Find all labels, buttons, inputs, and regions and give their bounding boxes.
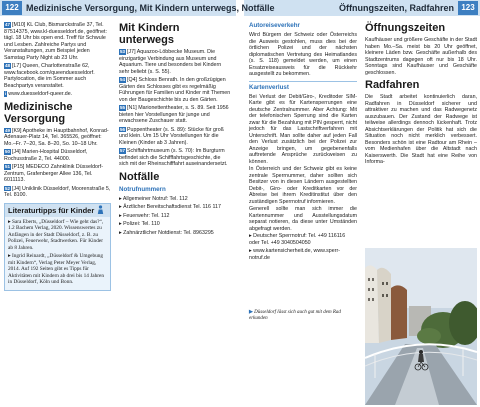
box-title: Literaturtipps für Kinder (5, 204, 110, 217)
list-item: 50 [J4] Marien-Hospital Düsseldorf, Rochusstraße 2, Tel. 44000. (4, 149, 88, 162)
list-item: i www.duesseldorf-queer.de. (5, 91, 73, 97)
column-1 (4, 22, 111, 291)
section-heading-opening-hours: Öffnungszeiten (365, 22, 446, 34)
list-item: 48 [L7] Queen, Charlottenstraße 62, www.facebook.com/queenduesseldorf. Partylocation, die im Sommer auch Beachpartys veranstaltet. (4, 63, 95, 89)
subheading-card-loss: Kartenverlust (249, 83, 289, 91)
divider (249, 81, 357, 82)
list-item: 56 Puppentheater (s. S. 89): Stücke für groß und klein. Um 15 Uhr Vorstellungen für die Kleinen (Kinder ab 3 Jahren). (119, 126, 224, 146)
column-2 (119, 22, 231, 238)
list-item: 49 [K9] Apotheke im Hauptbahnhof, Konrad-Adenauer-Platz 14, Tel. 365526, geöffnet: Mo.–Fr. 7–20, Sa. 8–20, So. 10–18 Uhr. (4, 127, 109, 147)
list-item: ▸ Ärztlicher Bereitschaftsdienst Tel. 116 117 (119, 204, 221, 210)
paragraph: Die Stadt arbeitet kontinuierlich daran, Radfahren in Düsseldorf sicherer und attraktiver zu machen und das Radwegenetz auszubauen. Der Zustand der Radwege ist teilweise allerdings dennoch lückenhaft. Trotz Absichtserklärungen der Politik hat sich die Situation noch nicht merklich verbessert. Besonders schön ist eine Radtour am Rhein – vom Medienhafen über die Altstadt nach Kaiserswerth. Die Stadt hat eine Reihe von Informa- (365, 94, 477, 165)
list-item: ▸ Feuerwehr: Tel. 112 (119, 212, 170, 219)
map-number-badge: 55 (120, 105, 126, 110)
box-content (5, 217, 110, 290)
map-number-badge: 51 (5, 164, 11, 169)
cyclist-bridge-photo (365, 248, 477, 405)
running-title-left: Medizinische Versorgung, Mit Kindern unterwegs, Notfälle (26, 3, 275, 13)
list-item: 53 [J7] Aquazoo-Löbbecke Museum. Die einzigartige Verbindung aus Museum und Aquarium. Tiere und besonders bei Kindern sehr beliebt (s. S. 55). (119, 49, 222, 75)
page-number-right: 123 (458, 1, 478, 15)
section-heading-emergency: Notfälle (119, 170, 160, 183)
paragraph: Bei Verlust der Debit/Giro-, Kreditoder SIM-Karte gibt es für Kartensperrungen eine deutsche Zentralnummer. Aber Achtung: Mit der telefonischen Sperrung sind die Karten zwar für die Bezahlung mit PIN gesperrt, nicht jedoch für das Lastschriftverfahren mit Unterschrift. Man sollte daher auf jeden Fall den Verlust zusätzlich bei der Polizei zur Anzeige bringen, um gegebenenfalls auftretende Ansprüche zurückweisen zu können. (249, 93, 357, 165)
list-item: 54 [Q4] Schloss Benrath. In den großzügigen Gärten des Schlosses gibt es regelmäßig Führungen für Familien und Kinder mit Themen von der Baugeschichte bis zu den Gärten. (119, 77, 231, 103)
list-item: ▸ Allgemeiner Notruf: Tel. 112 (119, 195, 188, 202)
list-item: 57 Schiffahrtmuseum (s. S. 70): Im Burgturm befindet sich die Schifffahrtsgeschichte, die sich mit der Rheinschifffahrt auseinandersetzt. (119, 148, 228, 167)
list-item: ▸ Ingrid Reinardt, „Düsseldorf & Umgebung mit Kindern“, Verlag Peter Meyer Verlag, 2014. Auf 192 Seiten gibt es Tipps für Aktivitäten mit Kindern ab drei bis 14 Jahren in Düsseldorf, Köln und Bonn. (8, 253, 105, 285)
photo-caption: ▶ Düsseldorf lässt sich auch gut mit dem Rad erkunden (249, 310, 341, 321)
column-4 (365, 22, 477, 166)
child-icon (96, 205, 105, 214)
info-icon: i (5, 91, 7, 96)
map-number-badge: 49 (5, 127, 11, 133)
list-item: ▸ Polizei: Tel. 110 (119, 221, 160, 227)
paragraph: Kaufhäuser und größere Geschäfte in der Stadt haben Mo.–Sa. meist bis 20 Uhr geöffnet, kleinere Läden bzw. Geschäfte außerhalb des Stadtzentrums dagegen oft nur bis 18 Uhr. Sonntags sind Kaufhäuser und Geschäfte geschlossen. (365, 37, 477, 76)
photo-illustration (365, 248, 477, 405)
literature-tips-box (4, 203, 111, 291)
page-number-left: 122 (2, 1, 22, 15)
map-number-badge: 50 (5, 149, 11, 154)
list-item: ▸ www.kartensicherheit.de, www.sperr-notruf.de (249, 248, 340, 261)
map-number-badge: 48 (5, 63, 11, 68)
map-number-badge: 47 (5, 22, 11, 27)
list-item: 55 [N1] Marionettentheater, s. S. 89. Seit 1956 bieten hier Vorstellungen für junge und erwachsene Zuschauer statt. (119, 105, 229, 124)
list-item: 47 [M10] KL Club, Bismarckstraße 37, Tel. 87514375, www.kl-duesseldorf.de, geöffnet: tägl. 18 Uhr bis open end. Treff für Schwule und Lesben. Zahlreiche Partys und Veranstaltungen, zum Beispiel jeden Samstag Party Night ab 23 Uhr. (4, 22, 107, 61)
section-heading-cycling: Radfahren (365, 79, 420, 91)
arrow-icon: ▶ (249, 310, 253, 315)
column-3 (249, 22, 357, 263)
paragraph: Wird Bürgern der Schweiz oder Österreichs die Ausweis gestohlen, muss dies bei der örtlichen Polizei und der nächsten diplomatischen Vertretung des Heimatlandes (s. S. 118) gemeldet werden, um einen Ersatzreiseausweis für die Rückkehr ausgestellt zu bekommen. (249, 32, 357, 77)
page-header (0, 0, 480, 16)
subheading-travel-documents: Autoreiseverkehr (249, 22, 300, 29)
list-item: ▸ Deutscher Sperrnotruf: Tel. +49 116116 oder Tel. +49 3040504050 (249, 233, 346, 246)
list-item: 51 [P15] MEDECO Zahnklinik Düsseldorf-Zentrum, Grafenberger Allee 136, Tel. 6011113. (4, 164, 103, 183)
map-number-badge: 54 (120, 77, 126, 82)
paragraph: Generell sollte man sich immer die Kartennummer und Ausstellungsdatum separat notieren, da diese unter Umständen abgefragt werden. (249, 206, 357, 232)
map-number-badge: 53 (120, 49, 126, 54)
paragraph: In Österreich und der Schweiz gibt es keine zentrale Sperrnummer, daher sollten sich Besitzer von in diesen Ländern ausgestellten Debit-, Giro- oder Kreditkarten vor der Abreise bei ihrem Kreditinstitut über den zuständigen Sperrnotruf informieren. (249, 166, 357, 205)
section-heading-kids: Mit Kindern unterwegs (119, 22, 180, 46)
list-item: 52 [J4] Uniklinik Düsseldorf, Moorenstraße 5, Tel. 8100. (4, 185, 111, 198)
map-number-badge: 56 (120, 126, 126, 132)
list-item: ▸ Sara Eberts, „Düsseldorf – Wie geht das?“, 1.2 Bachem Verlag, 2020. Wissenswertes zu Anfängen in der Stadt Düsseldorf, z. B. zu Polizei, Feuerwehr, Stadtwerken. Für Kinder ab 8 Jahren. (8, 218, 104, 251)
section-heading-medical: Medizinische Versorgung (4, 100, 73, 125)
map-number-badge: 52 (5, 185, 11, 191)
list-item: ▸ Zahnärztlicher Notdienst: Tel. 8963295 (119, 229, 214, 236)
subheading-emergency-numbers: Notrufnummern (119, 185, 166, 193)
running-title-right: Öffnungszeiten, Radfahren (338, 3, 454, 13)
map-number-badge: 57 (120, 148, 126, 153)
